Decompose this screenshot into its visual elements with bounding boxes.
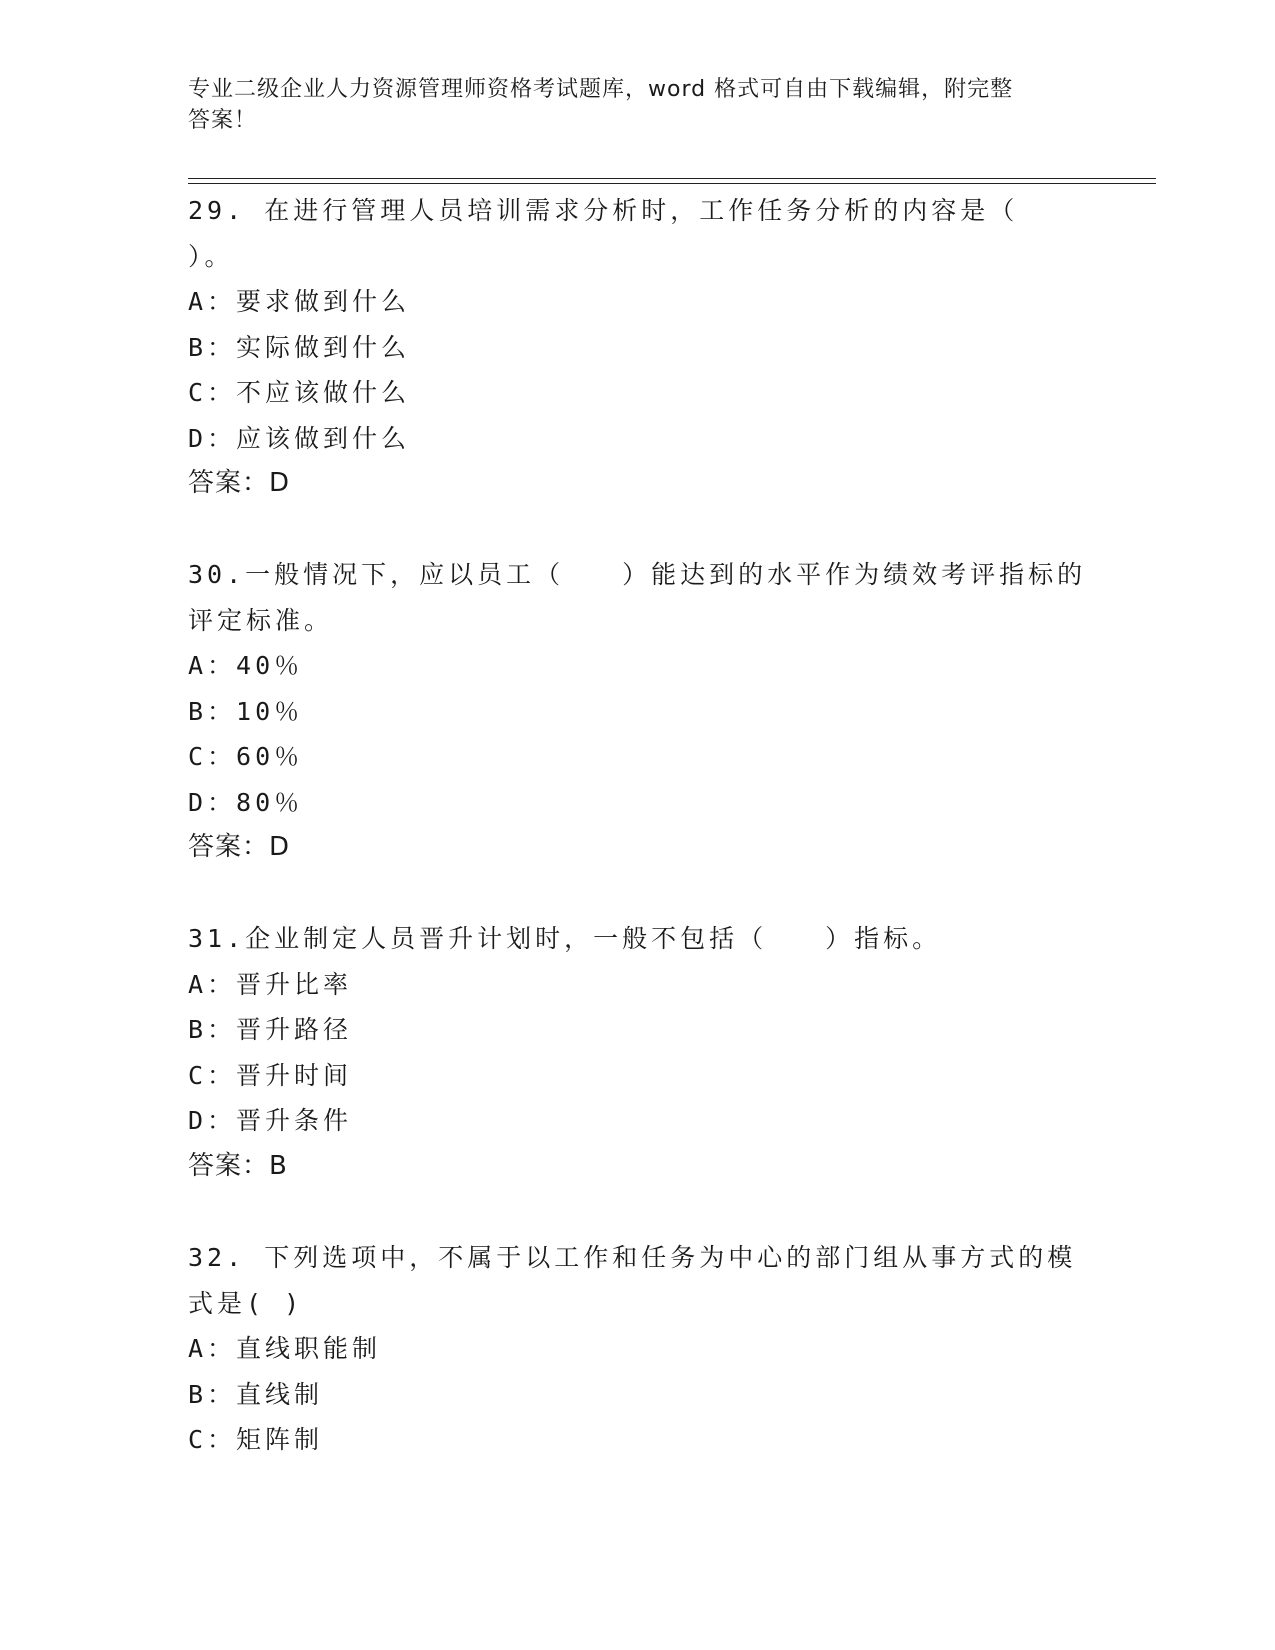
option-a: A：晋升比率 — [188, 969, 353, 999]
question-stem: 32. 下列选项中，不属于以工作和任务为中心的部门组从事方式的模 — [188, 1243, 1077, 1272]
option-d: D：应该做到什么 — [188, 423, 411, 453]
option-d: D：80％ — [188, 787, 304, 817]
option-b: B：直线制 — [188, 1379, 324, 1409]
header-line-2: 答案！ — [188, 108, 258, 133]
document-header — [188, 74, 1068, 136]
question-stem: 29. 在进行管理人员培训需求分析时，工作任务分析的内容是（ — [188, 196, 1019, 225]
option-c: C：矩阵制 — [188, 1425, 324, 1454]
option-c: C：60％ — [188, 742, 304, 771]
option-d: D：晋升条件 — [188, 1106, 353, 1135]
option-a: A：直线职能制 — [188, 1334, 382, 1363]
option-c: C：不应该做什么 — [188, 378, 411, 407]
question-stem-continued: ）。 — [188, 241, 234, 271]
header-divider-top — [188, 178, 1156, 179]
option-b: B：实际做到什么 — [188, 332, 411, 362]
question-stem-continued: 评定标准。 — [188, 605, 334, 635]
question-30 — [188, 552, 1088, 871]
question-31 — [188, 916, 1088, 1189]
question-32 — [188, 1235, 1088, 1463]
answer-label: 答案：D — [188, 468, 291, 498]
question-stem: 31.企业制定人员晋升计划时，一般不包括（ ）指标。 — [188, 924, 942, 953]
header-divider-bottom — [188, 183, 1156, 184]
option-b: B：晋升路径 — [188, 1015, 353, 1044]
question-stem-continued: 式是( ) — [188, 1288, 304, 1318]
question-29 — [188, 188, 1088, 507]
question-stem: 30.一般情况下，应以员工（ ）能达到的水平作为绩效考评指标的 — [188, 560, 1087, 589]
option-c: C：晋升时间 — [188, 1060, 353, 1090]
option-a: A：要求做到什么 — [188, 287, 411, 316]
answer-label: 答案：D — [188, 832, 291, 862]
answer-label: 答案：B — [188, 1150, 288, 1181]
header-line-1: 专业二级企业人力资源管理师资格考试题库，word 格式可自由下载编辑，附完整 — [188, 77, 1014, 102]
option-a: A：40％ — [188, 651, 304, 680]
option-b: B：10％ — [188, 696, 304, 726]
